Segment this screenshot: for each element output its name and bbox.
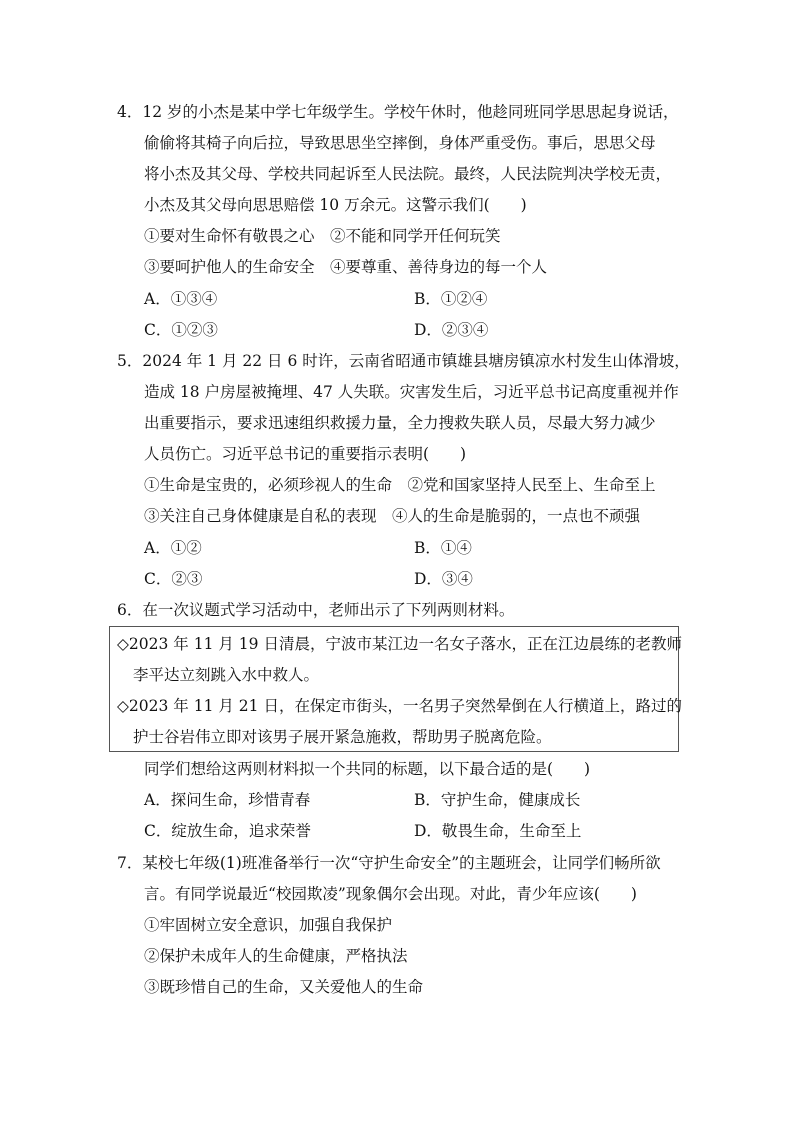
q4-option-a: A．①③④ (144, 290, 218, 308)
q5-statements-1: ①生命是宝贵的，必须珍视人的生命 ②党和国家坚持人民至上、生命至上 (144, 476, 656, 494)
q4-line-1: 4．12 岁的小杰是某中学七年级学生。学校午休时，他趁同班同学思思起身说话， (117, 103, 679, 121)
q5-option-b: B．①④ (414, 539, 472, 557)
q5-statements-2: ③关注自己身体健康是自私的表现 ④人的生命是脆弱的，一点也不顽强 (144, 507, 641, 525)
q5-option-c: C．②③ (144, 570, 203, 588)
q6-option-a: A．探问生命，珍惜青春 (144, 791, 311, 809)
q6-question: 同学们想给这两则材料拟一个共同的标题，以下最合适的是( ) (144, 760, 591, 778)
q6-option-c: C．绽放生命，追求荣誉 (144, 822, 311, 840)
q4-option-c: C．①②③ (144, 321, 218, 339)
material-2-line-2: 护士谷岩伟立即对该男子展开紧急施救，帮助男子脱离危险。 (133, 728, 552, 746)
q5-line-4: 人员伤亡。习近平总书记的重要指示表明( ) (144, 445, 467, 463)
q7-line-2: 言。有同学说最近“校园欺凌”现象偶尔会出现。对此，青少年应该( ) (144, 885, 637, 903)
q6-intro: 6．在一次议题式学习活动中，老师出示了下列两则材料。 (117, 601, 515, 619)
q4-line-2: 偷偷将其椅子向后拉，导致思思坐空摔倒，身体严重受伤。事后，思思父母 (144, 134, 656, 152)
q4-option-d: D．②③④ (414, 321, 489, 339)
material-1-line-2: 李平达立刻跳入水中救人。 (133, 666, 320, 684)
q6-option-d: D．敬畏生命，生命至上 (414, 822, 582, 840)
q5-line-1: 5．2024 年 1 月 22 日 6 时许，云南省昭通市镇雄县塘房镇凉水村发生山体滑坡， (117, 352, 690, 370)
q7-line-1: 7．某校七年级(1)班准备举行一次“守护生命安全”的主题班会，让同学们畅所欲 (117, 854, 661, 872)
q4-option-b: B．①②④ (414, 290, 488, 308)
q4-statements-2: ③要呵护他人的生命安全 ④要尊重、善待身边的每一个人 (144, 258, 548, 276)
q7-statement-2: ②保护未成年人的生命健康，严格执法 (144, 947, 408, 965)
q5-option-d: D．③④ (414, 570, 473, 588)
q5-line-2: 造成 18 户房屋被掩埋、47 人失联。灾害发生后，习近平总书记高度重视并作 (144, 383, 679, 401)
q4-statements-1: ①要对生命怀有敬畏之心 ②不能和同学开任何玩笑 (144, 227, 501, 245)
material-1-line-1: ◇2023 年 11 月 19 日清晨，宁波市某江边一名女子落水，正在江边晨练的老教师 (117, 635, 682, 653)
q4-line-4: 小杰及其父母向思思赔偿 10 万余元。这警示我们( ) (144, 196, 527, 214)
q7-statement-3: ③既珍惜自己的生命，又关爱他人的生命 (144, 978, 424, 996)
material-2-line-1: ◇2023 年 11 月 21 日，在保定市街头，一名男子突然晕倒在人行横道上，路过的 (117, 697, 682, 715)
q7-statement-1: ①牢固树立安全意识，加强自我保护 (144, 916, 393, 934)
q5-line-3: 出重要指示，要求迅速组织救援力量，全力搜救失联人员，尽最大努力减少 (144, 414, 656, 432)
q6-option-b: B．守护生命，健康成长 (414, 791, 581, 809)
q5-option-a: A．①② (144, 539, 202, 557)
q4-line-3: 将小杰及其父母、学校共同起诉至人民法院。最终，人民法院判决学校无责， (144, 165, 672, 183)
